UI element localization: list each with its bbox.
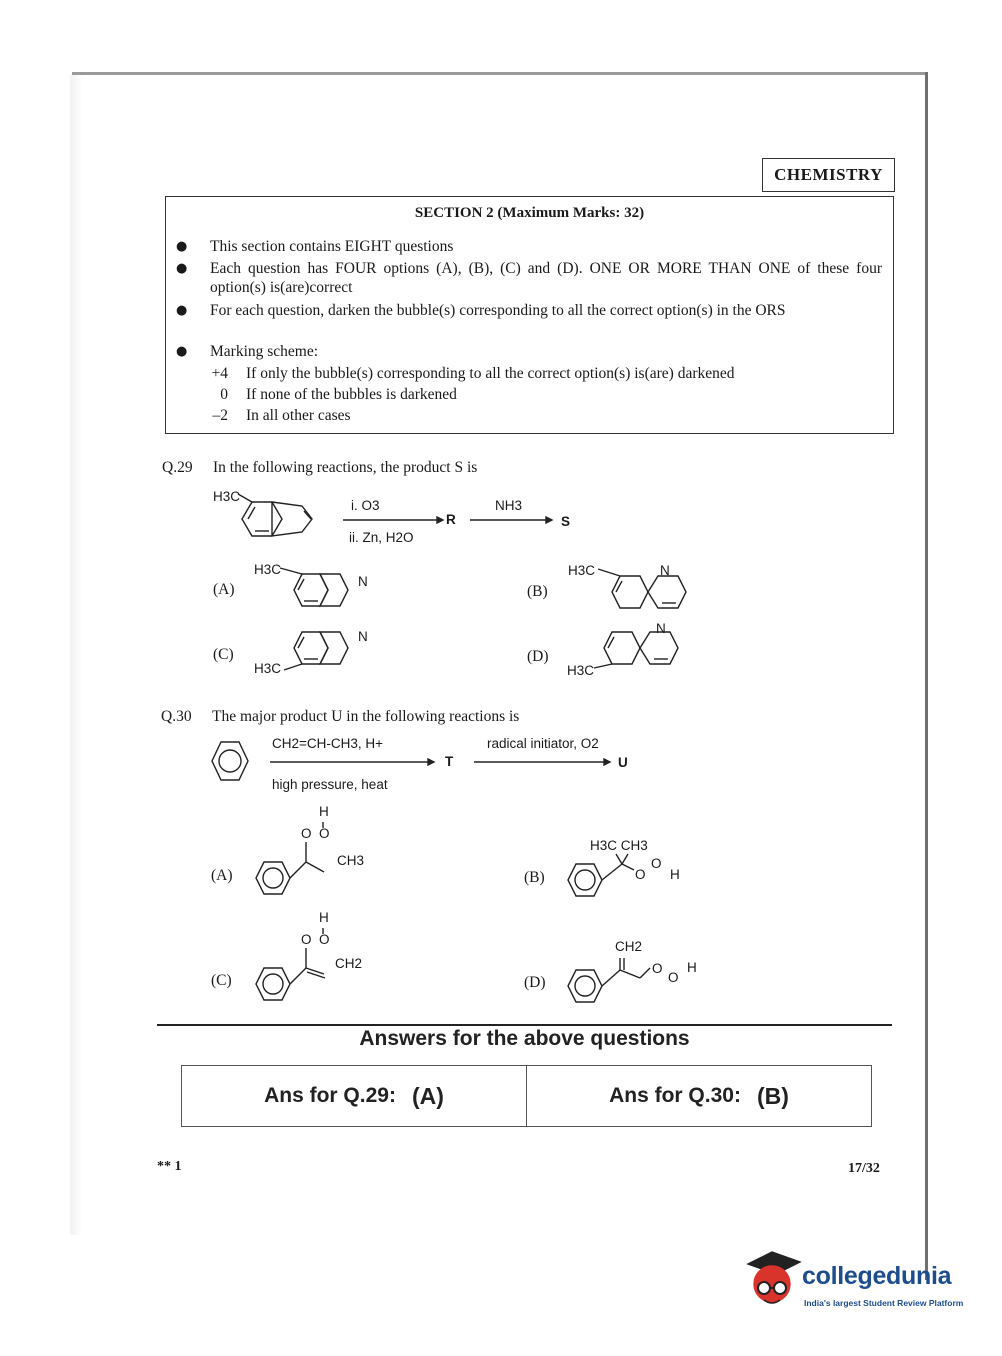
reaction-arrow-icon — [474, 758, 610, 766]
answers-divider — [157, 1024, 892, 1026]
answer-label-q29: Ans for Q.29: — [264, 1084, 396, 1107]
oxygen-label: O — [635, 867, 646, 882]
allyl-hydroperoxide-structure-icon — [250, 924, 340, 1008]
scan-shadow — [70, 75, 82, 1235]
option-b-label: (B) — [527, 583, 548, 600]
nitrogen-label: N — [358, 629, 368, 644]
oxygen-label: O — [652, 961, 663, 976]
reactant-methyl-label: H3C — [213, 489, 241, 504]
option-d-label: (D) — [524, 974, 546, 991]
option-a-label: (A) — [213, 581, 235, 598]
indene-structure-icon — [240, 492, 330, 552]
page-top-border — [72, 72, 928, 75]
page-number: 17/32 — [848, 1161, 880, 1176]
mascot-icon — [742, 1248, 802, 1312]
section-title: SECTION 2 (Maximum Marks: 32) — [414, 205, 645, 221]
answer-value-q29: (A) — [411, 1082, 444, 1109]
benzene-structure-icon — [210, 740, 252, 784]
option-c-label: (C) — [213, 646, 234, 663]
reagent-zinc-water: ii. Zn, H2O — [349, 530, 414, 545]
oxygen-label: O — [668, 970, 679, 985]
subject-label: CHEMISTRY — [762, 158, 895, 192]
methyl-label: H3C — [254, 661, 282, 676]
product-s: S — [561, 514, 571, 529]
reagent-ozone: i. O3 — [351, 498, 380, 513]
methyl-label: H3C — [568, 563, 596, 578]
marking-condition: In all other cases — [246, 407, 351, 424]
quinoline-structure-icon — [600, 628, 682, 672]
answer-value-q30: (B) — [756, 1082, 789, 1109]
marking-value: +4 — [211, 365, 228, 382]
section-instructions-box — [165, 196, 894, 434]
oxygen-label: O — [319, 826, 330, 841]
nitrogen-label: N — [358, 574, 368, 589]
bullet: ● — [176, 344, 188, 359]
allyl-hydroperoxide-structure-icon — [562, 952, 662, 1008]
answers-table — [181, 1065, 872, 1127]
intermediate-t: T — [445, 754, 454, 769]
oxygen-label: O — [301, 932, 312, 947]
methyl-label: H3C — [567, 663, 595, 678]
cumene-hydroperoxide-structure-icon — [250, 818, 340, 902]
methylene-group-label: CH2 — [615, 939, 643, 954]
option-d-label: (D) — [527, 648, 549, 665]
nitrogen-label: N — [660, 563, 670, 578]
logo-tagline: India's largest Student Review Platform — [804, 1298, 964, 1308]
marking-condition: If only the bubble(s) corresponding to all the correct option(s) is(are) darkened — [246, 365, 735, 382]
isoquinoline-structure-icon — [290, 628, 370, 672]
bullet: ● — [176, 303, 188, 318]
methyl-group-label: CH3 — [337, 853, 365, 868]
hydrogen-label: H — [319, 804, 329, 819]
logo-wordmark: collegedunia — [802, 1262, 952, 1290]
option-a-label: (A) — [211, 867, 233, 884]
reagent-ammonia: NH3 — [495, 498, 523, 513]
intermediate-r: R — [446, 512, 456, 527]
question-number-29: Q.29 — [162, 459, 193, 476]
answer-cell-q29 — [182, 1066, 526, 1126]
quinoline-structure-icon — [608, 572, 690, 616]
oxygen-label: O — [319, 932, 330, 947]
instruction-1: This section contains EIGHT questions — [210, 238, 454, 255]
instruction-2: Each question has FOUR options (A), (B), (C) and (D). ONE OR MORE THAN ONE of these four option(s) is(are)correct — [210, 260, 882, 296]
hydrogen-label: H — [319, 910, 329, 925]
question-number-30: Q.30 — [161, 708, 192, 725]
question-text-29: In the following reactions, the product S is — [213, 459, 478, 476]
marking-value: –2 — [212, 407, 228, 424]
question-text-30: The major product U in the following reactions is — [212, 708, 520, 725]
instruction-4: Marking scheme: — [210, 343, 319, 360]
reagent-radical-initiator: radical initiator, O2 — [487, 736, 599, 751]
option-b-label: (B) — [524, 869, 545, 886]
option-c-label: (C) — [211, 972, 232, 989]
methyl-label: H3C — [254, 562, 282, 577]
nitrogen-label: N — [656, 621, 666, 636]
bullet: ● — [176, 239, 188, 254]
marking-value: 0 — [220, 386, 228, 403]
product-u: U — [618, 755, 628, 770]
hydrogen-label: H — [670, 867, 680, 882]
instruction-3: For each question, darken the bubble(s) corresponding to all the correct option(s) in the ORS — [210, 302, 786, 319]
isoquinoline-structure-icon — [290, 570, 370, 614]
reaction-arrow-icon — [270, 758, 434, 766]
answer-label-q30: Ans for Q.30: — [609, 1084, 741, 1107]
footer-left-mark: ** 1 — [157, 1159, 182, 1174]
dimethyl-group-label: H3C CH3 — [590, 838, 648, 853]
page-right-border — [925, 72, 928, 1280]
oxygen-label: O — [301, 826, 312, 841]
answer-cell-q30 — [526, 1066, 871, 1126]
answers-heading: Answers for the above questions — [359, 1027, 690, 1050]
reagent-propene: CH2=CH-CH3, H+ — [272, 736, 384, 751]
hydrogen-label: H — [687, 960, 697, 975]
marking-condition: If none of the bubbles is darkened — [246, 386, 457, 403]
oxygen-label: O — [651, 856, 662, 871]
collegedunia-logo[interactable] — [742, 1248, 972, 1318]
cumene-hydroperoxide-structure-icon — [562, 852, 642, 908]
methylene-group-label: CH2 — [335, 956, 363, 971]
reagent-conditions: high pressure, heat — [272, 777, 388, 792]
reaction-arrow-icon — [470, 516, 552, 524]
reaction-arrow-icon — [343, 516, 443, 524]
bullet: ● — [176, 261, 188, 276]
